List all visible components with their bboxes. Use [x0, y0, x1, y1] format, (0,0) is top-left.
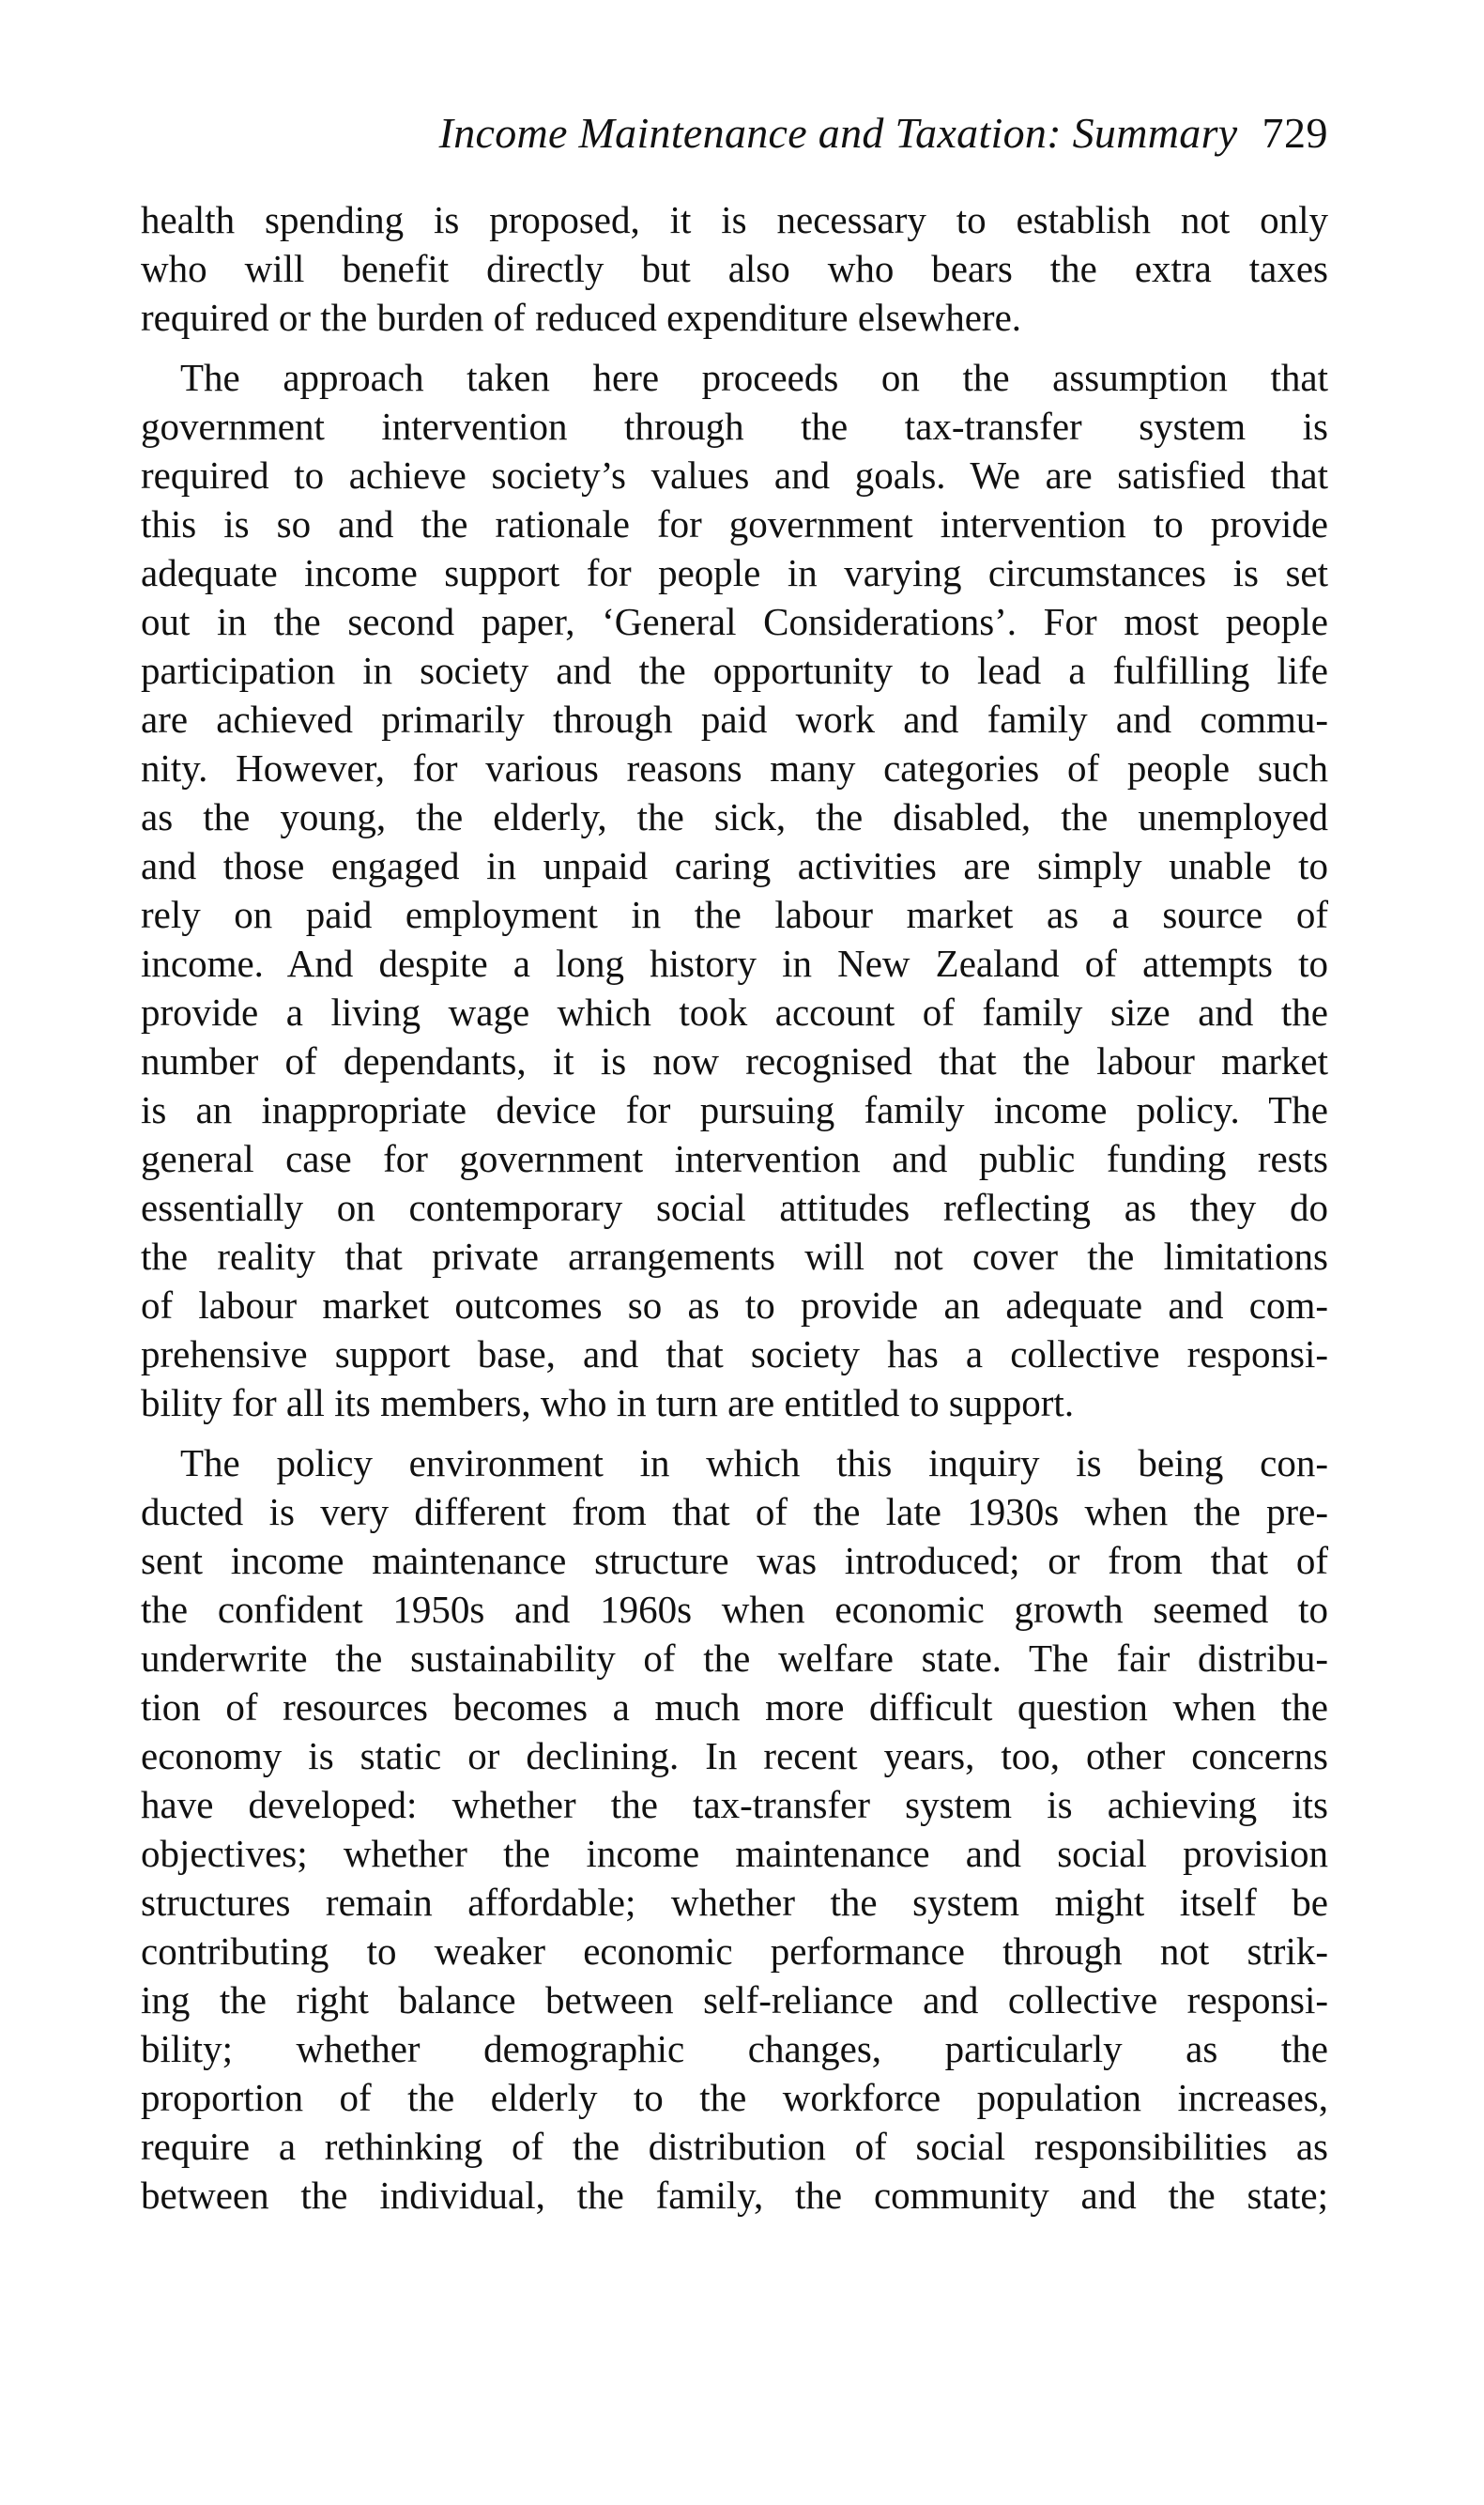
- text-line: participation in society and the opportunity to lead a fulfilling life: [141, 649, 1328, 692]
- text-line: bility; whether demographic changes, particularly as the: [141, 2027, 1328, 2070]
- text-line: and those engaged in unpaid caring activities are simply unable to: [141, 844, 1328, 887]
- text-line: health spending is proposed, it is necessary to establish not only: [141, 198, 1328, 241]
- paragraph: [141, 353, 1328, 1427]
- text-line: economy is static or declining. In recent years, too, other concerns: [141, 1734, 1328, 1777]
- text-line: income. And despite a long history in New Zealand of attempts to: [141, 942, 1328, 985]
- page-number: 729: [1262, 109, 1328, 157]
- text-line: The approach taken here proceeds on the assumption that: [180, 356, 1328, 399]
- text-line: required or the burden of reduced expenditure elsewhere.: [141, 296, 1022, 339]
- text-line: provide a living wage which took account of family size and the: [141, 991, 1328, 1034]
- text-line: ing the right balance between self-reliance and collective responsi-: [141, 1978, 1328, 2021]
- text-line: objectives; whether the income maintenance and social provision: [141, 1832, 1328, 1875]
- text-line: between the individual, the family, the community and the state;: [141, 2174, 1328, 2217]
- text-line: proportion of the elderly to the workforce population increases,: [141, 2076, 1328, 2119]
- text-line: government intervention through the tax-transfer system is: [141, 405, 1328, 448]
- running-header: [141, 105, 1328, 161]
- text-line: rely on paid employment in the labour market as a source of: [141, 893, 1328, 936]
- text-line: are achieved primarily through paid work and family and commu-: [141, 698, 1328, 741]
- text-line: ducted is very different from that of the late 1930s when the pre-: [141, 1490, 1328, 1533]
- text-line: have developed: whether the tax-transfer system is achieving its: [141, 1783, 1328, 1826]
- text-line: number of dependants, it is now recognised that the labour market: [141, 1039, 1328, 1083]
- text-line: essentially on contemporary social attitudes reflecting as they do: [141, 1186, 1328, 1229]
- text-line: The policy environment in which this inquiry is being con-: [180, 1441, 1328, 1484]
- text-line: of labour market outcomes so as to provide an adequate and com-: [141, 1283, 1328, 1327]
- text-line: prehensive support base, and that society has a collective responsi-: [141, 1332, 1328, 1375]
- text-line: bility for all its members, who in turn are entitled to support.: [141, 1381, 1075, 1424]
- text-line: require a rethinking of the distribution of social responsibilities as: [141, 2125, 1328, 2168]
- text-line: contributing to weaker economic performance through not strik-: [141, 1929, 1328, 1973]
- body-text: [141, 195, 1328, 2231]
- paragraph: [141, 195, 1328, 342]
- text-line: tion of resources becomes a much more difficult question when the: [141, 1685, 1328, 1729]
- text-line: is an inappropriate device for pursuing family income policy. The: [141, 1088, 1328, 1131]
- text-line: required to achieve society’s values and goals. We are satisfied that: [141, 453, 1328, 497]
- text-line: the confident 1950s and 1960s when economic growth seemed to: [141, 1588, 1328, 1631]
- paragraph: [141, 1438, 1328, 2220]
- text-line: as the young, the elderly, the sick, the disabled, the unemployed: [141, 795, 1328, 838]
- text-line: sent income maintenance structure was introduced; or from that of: [141, 1539, 1328, 1582]
- text-line: underwrite the sustainability of the welfare state. The fair distribu-: [141, 1637, 1328, 1680]
- text-line: adequate income support for people in varying circumstances is set: [141, 551, 1328, 594]
- text-line: this is so and the rationale for government intervention to provide: [141, 502, 1328, 546]
- running-title: Income Maintenance and Taxation: Summary: [438, 109, 1238, 157]
- text-line: general case for government intervention and public funding rests: [141, 1137, 1328, 1180]
- text-line: the reality that private arrangements will not cover the limitations: [141, 1235, 1328, 1278]
- text-line: structures remain affordable; whether the system might itself be: [141, 1881, 1328, 1924]
- text-line: nity. However, for various reasons many categories of people such: [141, 746, 1328, 790]
- text-line: out in the second paper, ‘General Considerations’. For most people: [141, 600, 1328, 643]
- text-line: who will benefit directly but also who bears the extra taxes: [141, 247, 1328, 290]
